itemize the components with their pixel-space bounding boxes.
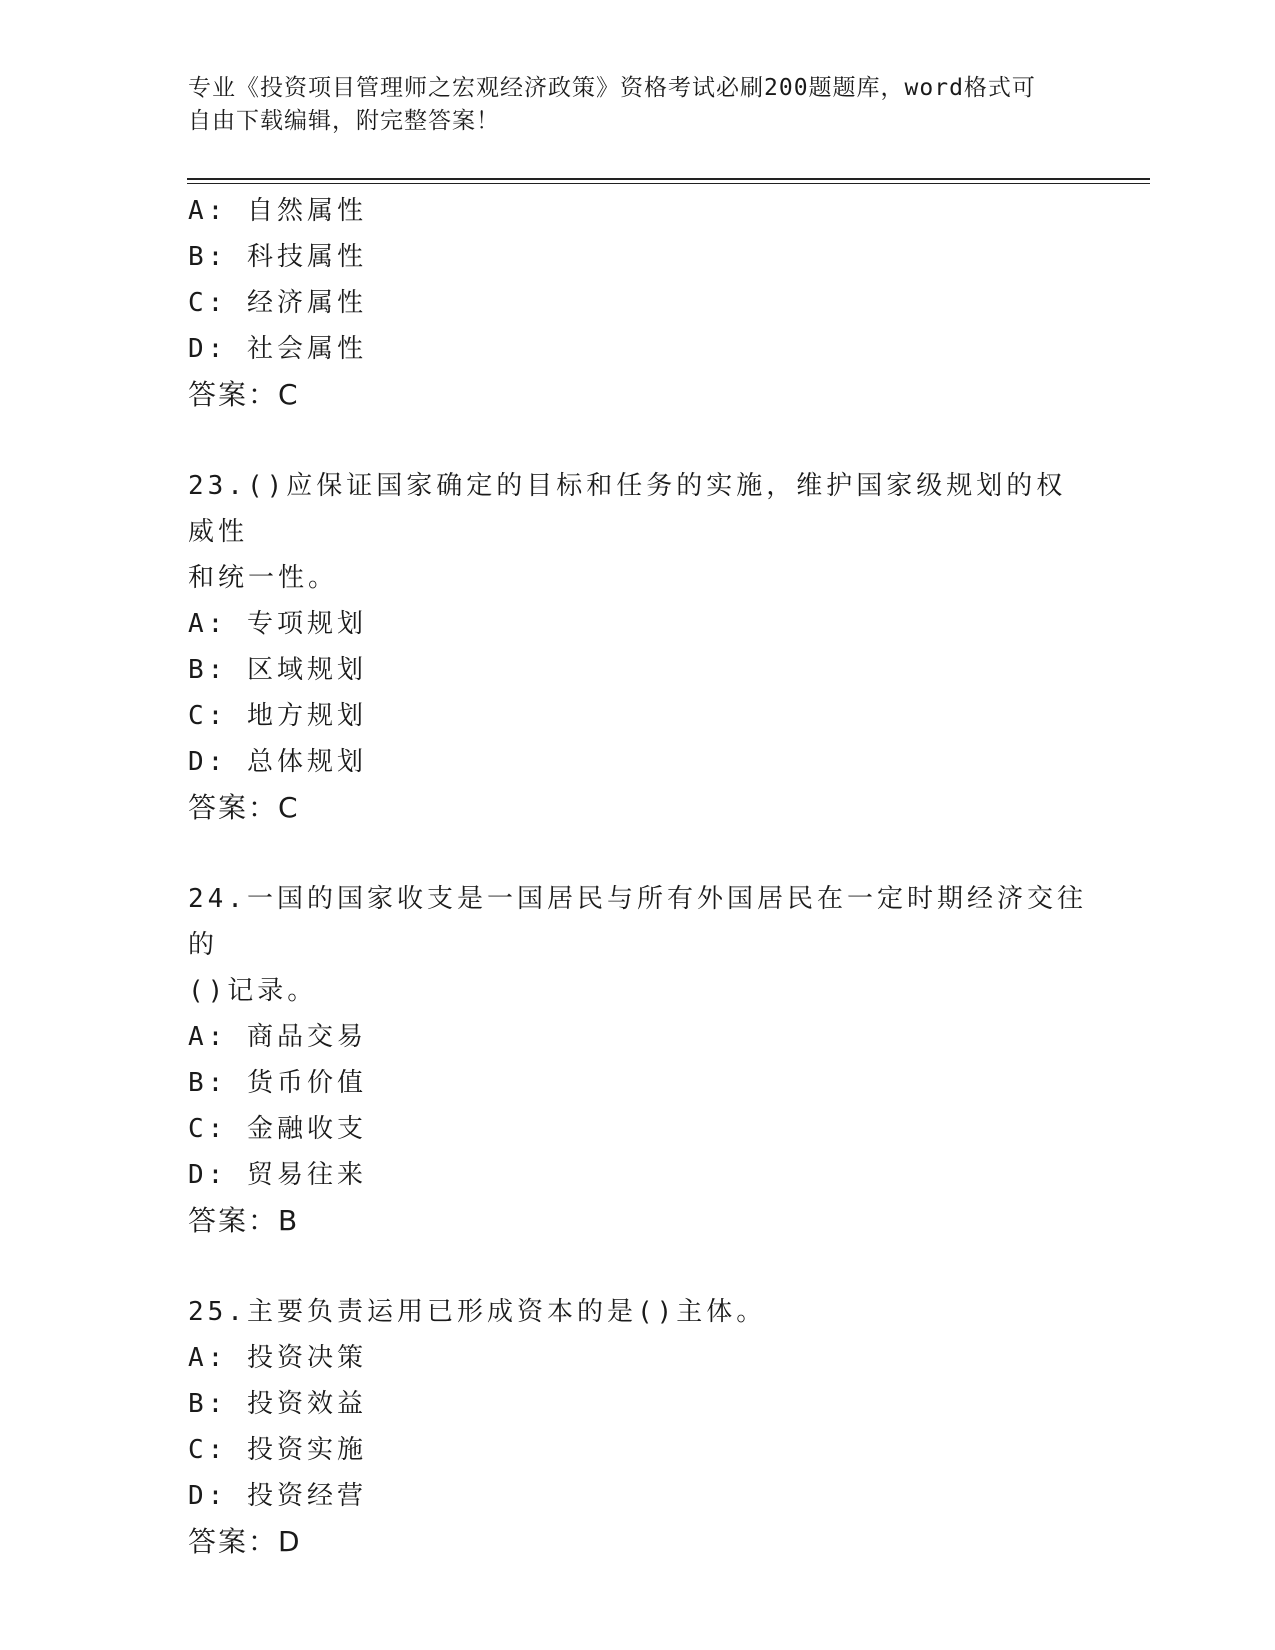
spacer: [188, 418, 1088, 463]
option-d: D: 社会属性: [188, 334, 367, 364]
question-25: [188, 1289, 1088, 1565]
question-list: [188, 188, 1088, 1565]
option-b: B: 区域规划: [188, 655, 367, 685]
option-c: C: 金融收支: [188, 1114, 367, 1144]
option-c: C: 地方规划: [188, 701, 367, 731]
question-stem: 23.()应保证国家确定的目标和任务的实施，维护国家级规划的权威性: [188, 471, 1067, 547]
question-stem: 25.主要负责运用已形成资本的是()主体。: [188, 1297, 767, 1327]
option-a: A: 商品交易: [188, 1022, 367, 1052]
question-stem: 24.一国的国家收支是一国居民与所有外国居民在一定时期经济交往的: [188, 884, 1087, 960]
option-c: C: 投资实施: [188, 1435, 367, 1465]
option-d: D: 总体规划: [188, 747, 367, 777]
document-header: [188, 72, 1088, 138]
option-b: B: 货币价值: [188, 1068, 367, 1098]
header-divider-thin: [187, 183, 1150, 184]
answer-line: 答案：B: [188, 1204, 300, 1237]
spacer: [188, 831, 1088, 876]
option-c: C: 经济属性: [188, 288, 367, 318]
option-d: D: 贸易往来: [188, 1160, 367, 1190]
header-line-1: 专业《投资项目管理师之宏观经济政策》资格考试必刷200题题库，word格式可: [188, 75, 1036, 101]
option-b: B: 投资效益: [188, 1389, 367, 1419]
question-24: [188, 876, 1088, 1244]
spacer: [188, 1244, 1088, 1289]
option-b: B: 科技属性: [188, 242, 367, 272]
question-stem-continued: 和统一性。: [188, 563, 339, 593]
question-23: [188, 463, 1088, 831]
answer-line: 答案：C: [188, 378, 300, 411]
option-a: A: 投资决策: [188, 1343, 367, 1373]
header-line-2: 自由下载编辑，附完整答案！: [188, 108, 500, 134]
option-a: A: 自然属性: [188, 196, 367, 226]
option-a: A: 专项规划: [188, 609, 367, 639]
question-stem-continued: ()记录。: [188, 976, 318, 1006]
answer-line: 答案：D: [188, 1525, 302, 1558]
option-d: D: 投资经营: [188, 1481, 367, 1511]
header-divider-thick: [187, 178, 1150, 180]
question-22-continued: [188, 188, 1088, 418]
answer-line: 答案：C: [188, 791, 300, 824]
